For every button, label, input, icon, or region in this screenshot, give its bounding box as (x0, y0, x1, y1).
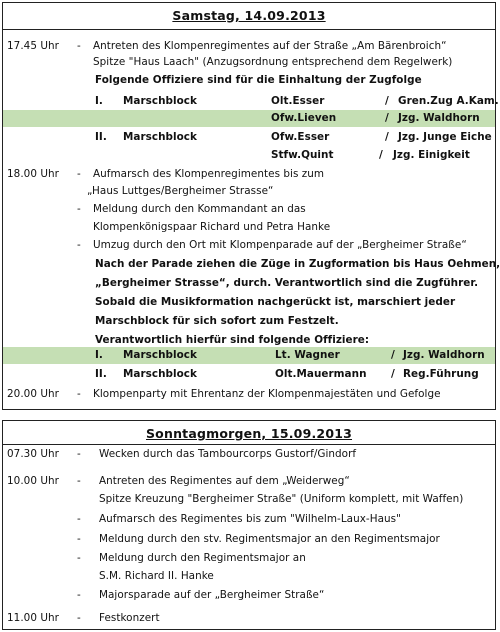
unit-name: Jzg. Junge Eiche (398, 131, 492, 143)
dash: - (77, 552, 81, 564)
schedule-text: Aufmarsch des Regimentes bis zum "Wilhelm-Laux-Haus" (99, 513, 401, 525)
unit-name: Jzg. Waldhorn (398, 112, 480, 124)
dash: - (77, 448, 81, 460)
schedule-text: Festkonzert (99, 612, 160, 624)
officer-name: Olt.Mauermann (275, 368, 367, 380)
dash: - (77, 589, 81, 601)
schedule-text: S.M. Richard II. Hanke (99, 570, 214, 582)
schedule-sunday (2, 420, 496, 630)
time-label: 17.45 Uhr (7, 40, 59, 52)
block-number: I. (95, 95, 103, 107)
schedule-text: Klompenparty mit Ehrentanz der Klompenmajestäten und Gefolge (93, 388, 441, 400)
block-number: II. (95, 131, 107, 143)
dash: - (77, 168, 81, 180)
dash: - (77, 388, 81, 400)
unit-name: Reg.Führung (403, 368, 479, 380)
unit-name: Jzg. Einigkeit (393, 149, 470, 161)
officer-name: Lt. Wagner (275, 349, 340, 361)
officer-name: Ofw.Esser (271, 131, 330, 143)
schedule-text: Spitze "Haus Laach" (Anzugsordnung entsprechend dem Regelwerk) (93, 56, 453, 68)
schedule-text: Umzug durch den Ort mit Klompenparade auf der „Bergheimer Straße“ (93, 239, 467, 251)
block-label: Marschblock (123, 368, 197, 380)
parade-note: Marschblock für sich sofort zum Festzelt. (95, 315, 339, 327)
schedule-text: Meldung durch den stv. Regimentsmajor an den Regimentsmajor (99, 533, 440, 545)
dash: - (77, 239, 81, 251)
slash: / (385, 112, 389, 124)
block-label: Marschblock (123, 95, 197, 107)
divider (3, 29, 495, 30)
schedule-saturday (2, 2, 500, 410)
unit-name: Jzg. Waldhorn (403, 349, 485, 361)
dash: - (77, 533, 81, 545)
schedule-text: Wecken durch das Tambourcorps Gustorf/Gindorf (99, 448, 357, 460)
parade-note: Verantwortlich hierfür sind folgende Offiziere: (95, 334, 370, 346)
schedule-text: Antreten des Klompenregimentes auf der Straße „Am Bärenbroich“ (93, 40, 447, 52)
schedule-text: Meldung durch den Regimentsmajor an (99, 552, 306, 564)
schedule-text: Klompenkönigspaar Richard und Petra Hanke (93, 221, 331, 233)
time-label: 10.00 Uhr (7, 475, 59, 487)
time-label: 18.00 Uhr (7, 168, 59, 180)
schedule-text: Aufmarsch des Klompenregimentes bis zum (93, 168, 325, 180)
schedule-text: Meldung durch den Kommandant an das (93, 203, 306, 215)
officer-name: Olt.Esser (271, 95, 325, 107)
schedule-text: Spitze Kreuzung "Bergheimer Straße" (Uniform komplett, mit Waffen) (99, 493, 464, 505)
block-number: I. (95, 349, 103, 361)
dash: - (77, 40, 81, 52)
slash: / (385, 131, 389, 143)
saturday-title: Samstag, 14.09.2013 (172, 8, 326, 23)
slash: / (385, 95, 389, 107)
schedule-text: „Haus Luttges/Bergheimer Strasse“ (87, 185, 274, 197)
schedule-text: Majorsparade auf der „Bergheimer Straße“ (99, 589, 325, 601)
time-label: 20.00 Uhr (7, 388, 59, 400)
divider (3, 444, 495, 445)
parade-note: Nach der Parade ziehen die Züge in Zugformation bis Haus Oehmen, (95, 258, 500, 270)
officer-name: Stfw.Quint (271, 149, 334, 161)
slash: / (379, 149, 383, 161)
dash: - (77, 513, 81, 525)
officer-name: Ofw.Lieven (271, 112, 337, 124)
dash: - (77, 612, 81, 624)
sunday-title: Sonntagmorgen, 15.09.2013 (145, 426, 353, 441)
dash: - (77, 203, 81, 215)
slash: / (391, 349, 395, 361)
officers-heading: Folgende Offiziere sind für die Einhaltung der Zugfolge (95, 74, 422, 86)
parade-note: „Bergheimer Strasse“, durch. Verantwortlich sind die Zugführer. (95, 277, 479, 289)
dash: - (77, 475, 81, 487)
block-label: Marschblock (123, 131, 197, 143)
parade-note: Sobald die Musikformation nachgerückt ist, marschiert jeder (95, 296, 456, 308)
slash: / (391, 368, 395, 380)
schedule-text: Antreten des Regimentes auf dem „Weiderweg“ (99, 475, 350, 487)
block-number: II. (95, 368, 107, 380)
unit-name: Gren.Zug A.Kam. (398, 95, 499, 107)
time-label: 07.30 Uhr (7, 448, 59, 460)
time-label: 11.00 Uhr (7, 612, 59, 624)
block-label: Marschblock (123, 349, 197, 361)
